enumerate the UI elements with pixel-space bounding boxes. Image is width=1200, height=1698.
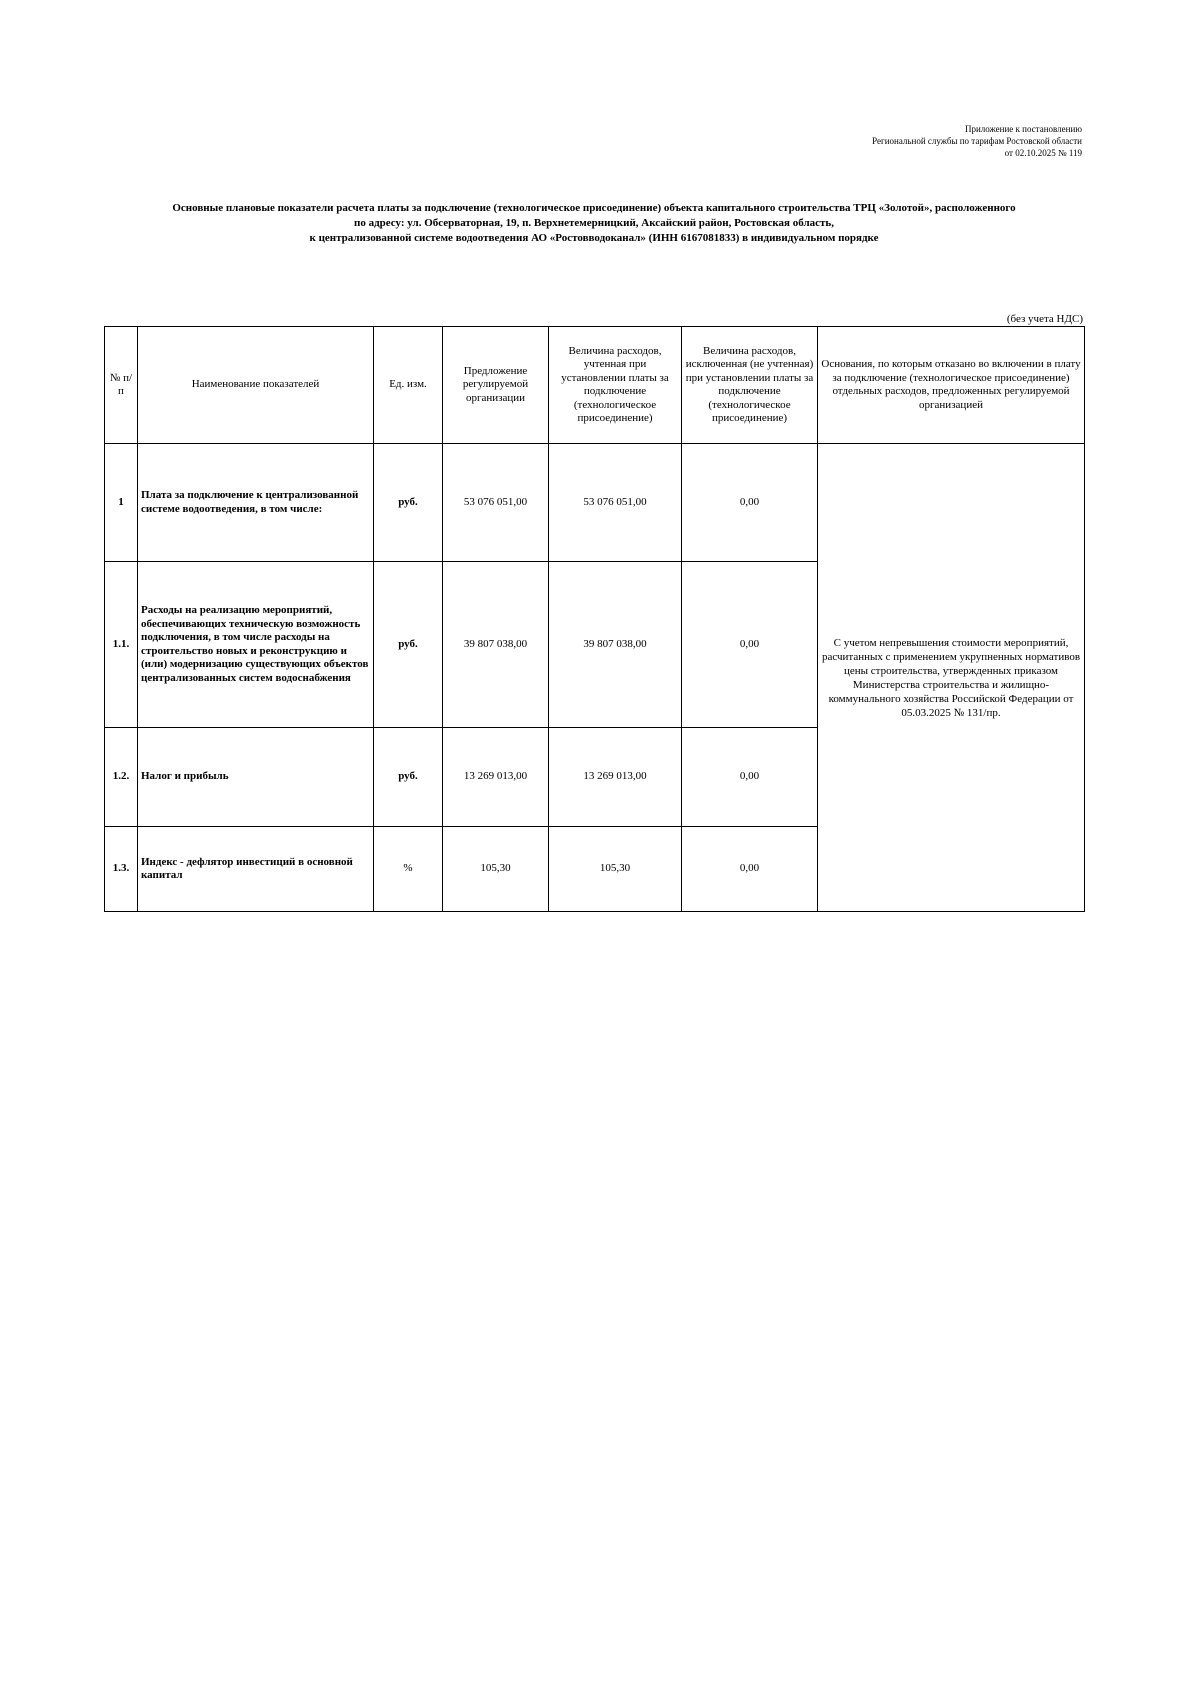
row-name: Налог и прибыль bbox=[138, 728, 374, 827]
row-num: 1.1. bbox=[105, 562, 138, 728]
row-name: Расходы на реализацию мероприятий, обеспечивающих техническую возможность подключения, в том числе расходы на строительство новых и реконструкцию и (или) модернизацию существующих объектов централизованных систем водоснабжения bbox=[138, 562, 374, 728]
row-excluded: 0,00 bbox=[682, 827, 818, 912]
table-header-row bbox=[105, 327, 1085, 444]
annex-line-2: Региональной службы по тарифам Ростовской области bbox=[872, 136, 1082, 146]
row-num: 1.3. bbox=[105, 827, 138, 912]
header-basis: Основания, по которым отказано во включении в плату за подключение (технологическое присоединение) отдельных расходов, предложенных регулируемой организацией bbox=[818, 327, 1085, 444]
indicators-table bbox=[104, 326, 1085, 912]
header-num: № п/п bbox=[105, 327, 138, 444]
annex-line-1: Приложение к постановлению bbox=[964, 124, 1082, 134]
row-excluded: 0,00 bbox=[682, 444, 818, 562]
row-name: Плата за подключение к централизованной системе водоотведения, в том числе: bbox=[138, 444, 374, 562]
title-line-2: по адресу: ул. Обсерваторная, 19, п. Верхнетемерницкий, Аксайский район, Ростовская область, bbox=[354, 217, 834, 229]
title-line-3: к централизованной системе водоотведения АО «Ростовводоканал» (ИНН 6167081833) в индивидуальном порядке bbox=[309, 232, 879, 244]
annex-reference bbox=[872, 123, 1082, 159]
row-accounted: 53 076 051,00 bbox=[549, 444, 682, 562]
row-proposal: 53 076 051,00 bbox=[443, 444, 549, 562]
document-title bbox=[104, 201, 1084, 246]
row-accounted: 105,30 bbox=[549, 827, 682, 912]
basis-cell: С учетом непревышения стоимости мероприятий, расчитанных с применением укрупненных нормативов цены строительства, утвержденных приказом Министерства строительства и жилищно-коммунального хозяйства Российской Федерации от 05.03.2025 № 131/пр. bbox=[818, 444, 1085, 912]
row-accounted: 39 807 038,00 bbox=[549, 562, 682, 728]
row-unit: руб. bbox=[374, 728, 443, 827]
row-proposal: 105,30 bbox=[443, 827, 549, 912]
row-name: Индекс - дефлятор инвестиций в основной капитал bbox=[138, 827, 374, 912]
header-excluded: Величина расходов, исключенная (не учтенная) при установлении платы за подключение (технологическое присоединение) bbox=[682, 327, 818, 444]
row-unit: % bbox=[374, 827, 443, 912]
row-num: 1 bbox=[105, 444, 138, 562]
table-row bbox=[105, 444, 1085, 562]
row-num: 1.2. bbox=[105, 728, 138, 827]
header-proposal: Предложение регулируемой организации bbox=[443, 327, 549, 444]
row-excluded: 0,00 bbox=[682, 728, 818, 827]
row-accounted: 13 269 013,00 bbox=[549, 728, 682, 827]
header-name: Наименование показателей bbox=[138, 327, 374, 444]
header-accounted: Величина расходов, учтенная при установлении платы за подключение (технологическое присоединение) bbox=[549, 327, 682, 444]
row-proposal: 39 807 038,00 bbox=[443, 562, 549, 728]
annex-line-3: от 02.10.2025 № 119 bbox=[1004, 148, 1082, 158]
title-line-1: Основные плановые показатели расчета платы за подключение (технологическое присоединение) объекта капитального строительства ТРЦ «Золотой», расположенного bbox=[172, 202, 1016, 214]
vat-note: (без учета НДС) bbox=[1006, 313, 1083, 325]
row-unit: руб. bbox=[374, 562, 443, 728]
row-excluded: 0,00 bbox=[682, 562, 818, 728]
row-proposal: 13 269 013,00 bbox=[443, 728, 549, 827]
header-unit: Ед. изм. bbox=[374, 327, 443, 444]
row-unit: руб. bbox=[374, 444, 443, 562]
